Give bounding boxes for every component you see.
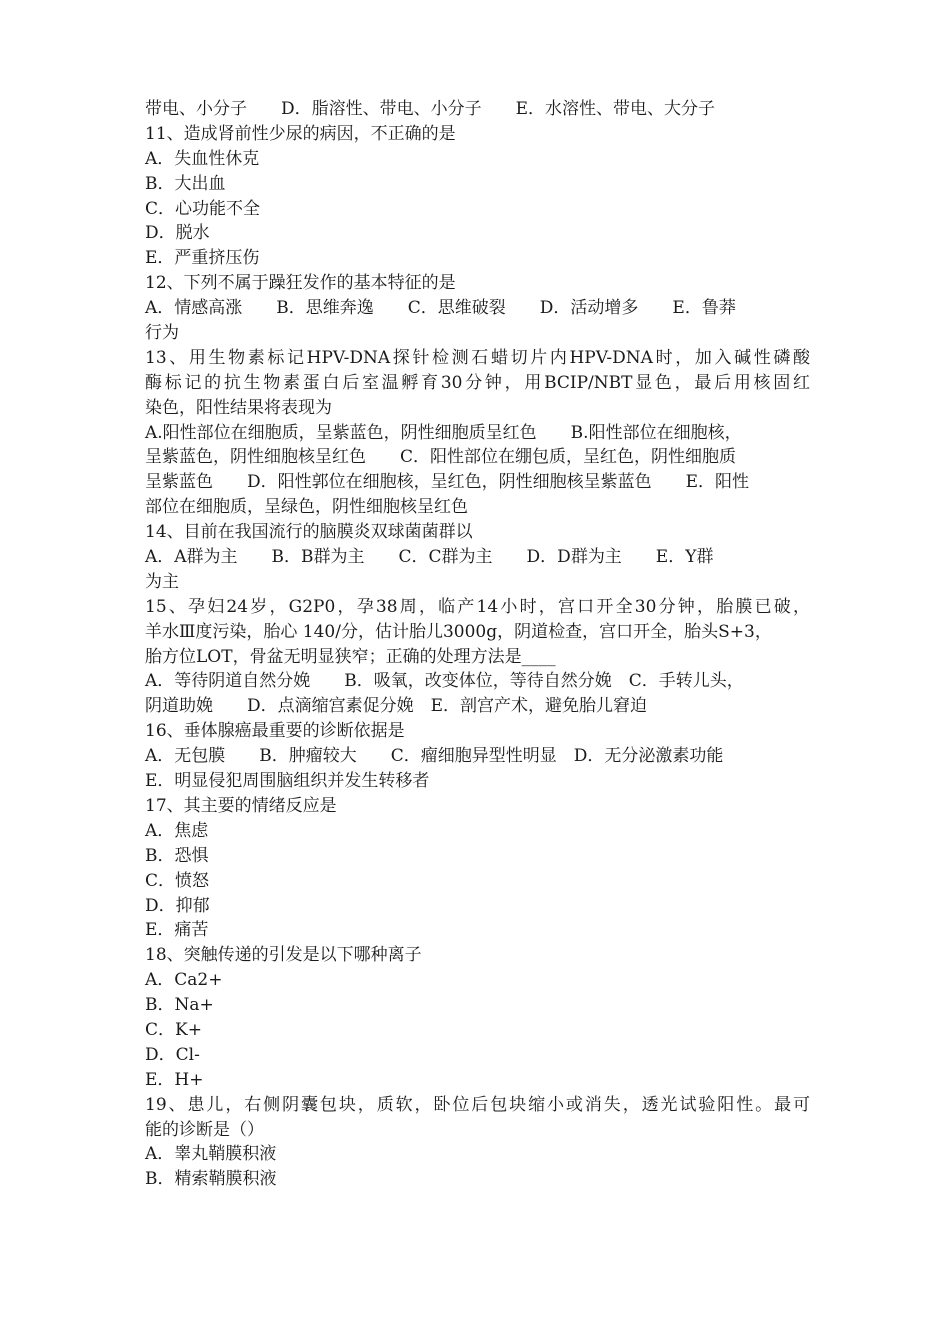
- question-15: 15、孕妇24岁，G2P0，孕38周，临产14小时，宫口开全30分钟，胎膜已破，: [145, 596, 810, 617]
- option-line: 为主: [145, 571, 179, 592]
- option-line: E．H+: [145, 1069, 204, 1090]
- question-19-cont: 能的诊断是（）: [145, 1119, 264, 1140]
- question-14: 14、目前在我国流行的脑膜炎双球菌菌群以: [145, 522, 473, 543]
- option-line: D．脱水: [145, 223, 210, 244]
- option-line: 部位在细胞质，呈绿色，阴性细胞核呈红色: [145, 497, 468, 518]
- option-line: A．等待阴道自然分娩 B．吸氧，改变体位，等待自然分娩 C．手转儿头，: [145, 671, 744, 692]
- option-line: B．Na+: [145, 995, 214, 1016]
- question-11: 11、造成肾前性少尿的病因，不正确的是: [145, 123, 456, 144]
- question-12: 12、下列不属于躁狂发作的基本特征的是: [145, 273, 456, 294]
- question-16: 16、垂体腺癌最重要的诊断依据是: [145, 721, 405, 742]
- option-line: A．无包膜 B．肿瘤较大 C．瘤细胞异型性明显 D．无分泌激素功能: [145, 746, 724, 767]
- question-13: 13、用生物素标记HPV-DNA探针检测石蜡切片内HPV-DNA时，加入碱性磷酸: [145, 347, 810, 368]
- text-line: 带电、小分子 D．脂溶性、带电、小分子 E．水溶性、带电、大分子: [145, 99, 716, 119]
- option-line: A．睾丸鞘膜积液: [145, 1144, 277, 1165]
- option-line: 呈紫蓝色，阴性细胞核呈红色 C．阳性部位在绷包质，呈红色，阴性细胞质: [145, 447, 737, 468]
- option-line: 阴道助娩 D．点滴缩宫素促分娩 E．剖宫产术，避免胎儿窘迫: [145, 696, 648, 717]
- option-line: A．情感高涨 B．思维奔逸 C．思维破裂 D．活动增多 E．鲁莽: [145, 298, 736, 319]
- option-line: E．严重挤压伤: [145, 248, 260, 269]
- question-18: 18、突触传递的引发是以下哪种离子: [145, 945, 422, 966]
- question-15-cont: 胎方位LOT，骨盆无明显狭窄；正确的处理方法是____: [145, 646, 556, 667]
- question-19: 19、患儿，右侧阴囊包块，质软，卧位后包块缩小或消失，透光试验阳性。最可: [145, 1094, 810, 1115]
- option-line: B．精索鞘膜积液: [145, 1169, 277, 1190]
- question-13-cont: 染色，阳性结果将表现为: [145, 397, 332, 418]
- option-line: 呈紫蓝色 D．阳性郭位在细胞核，呈红色，阴性细胞核呈紫蓝色 E．阳性: [145, 472, 750, 493]
- option-line: B．大出血: [145, 173, 226, 194]
- option-line: C．愤怒: [145, 870, 210, 891]
- option-line: D．抑郁: [145, 895, 210, 916]
- question-13-cont: 酶标记的抗生物素蛋白后室温孵育30分钟，用BCIP/NBT显色，最后用核固红: [145, 372, 810, 393]
- option-line: A．A群为主 B．B群为主 C．C群为主 D．D群为主 E．Y群: [145, 547, 714, 568]
- option-line: C．K+: [145, 1019, 202, 1040]
- document-body: [145, 97, 810, 1192]
- question-15-cont: 羊水Ⅲ度污染，胎心 140/分，估计胎儿3000g，阴道检查，宫口开全，胎头S+3，: [145, 621, 772, 642]
- option-line: A．Ca2+: [145, 970, 223, 991]
- option-line: A．焦虑: [145, 820, 209, 841]
- question-17: 17、其主要的情绪反应是: [145, 795, 337, 816]
- option-line: D．Cl-: [145, 1044, 200, 1065]
- option-line: B．恐惧: [145, 845, 209, 866]
- option-line: A.阳性部位在细胞质，呈紫蓝色，阴性细胞质呈红色 B.阳性部位在细胞核，: [145, 422, 742, 443]
- option-line: C．心功能不全: [145, 198, 261, 219]
- option-line: 行为: [145, 323, 179, 344]
- option-line: E．明显侵犯周围脑组织并发生转移者: [145, 771, 430, 792]
- option-line: E．痛苦: [145, 920, 209, 941]
- option-line: A．失血性休克: [145, 148, 260, 169]
